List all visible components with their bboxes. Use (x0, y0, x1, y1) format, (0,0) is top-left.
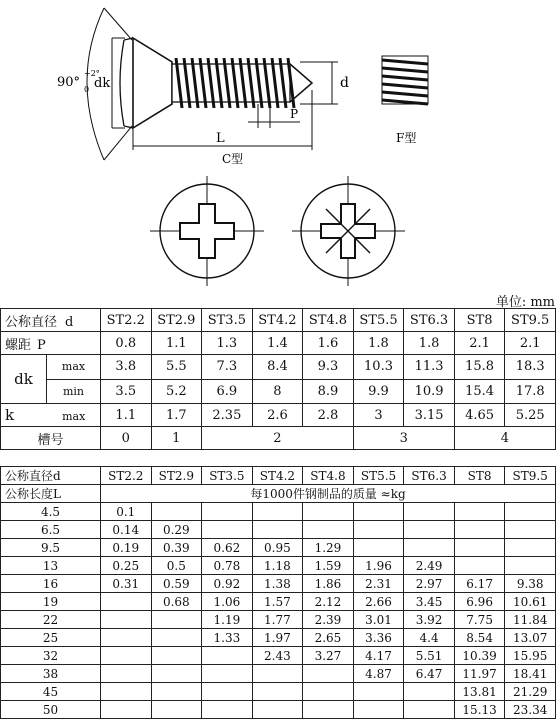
mass-value (404, 521, 455, 539)
mass-value: 11.97 (454, 665, 505, 683)
size-header-cell (1, 309, 101, 332)
mass-value (252, 521, 303, 539)
mass-value (454, 503, 505, 521)
mass-value: 0.92 (202, 575, 253, 593)
pitch-symbol: P (37, 337, 46, 353)
mass-value (252, 665, 303, 683)
mass-value (151, 683, 202, 701)
size-header: ST3.5 (202, 309, 253, 332)
mass-value: 0.62 (202, 539, 253, 557)
mass-value: 2.31 (353, 575, 404, 593)
mass-value: 15.95 (505, 647, 556, 665)
mass-value: 6.96 (454, 593, 505, 611)
size-header: ST4.8 (303, 467, 354, 485)
mass-row (1, 503, 556, 521)
mass-value: 1.77 (252, 611, 303, 629)
mass-value: 1.59 (303, 557, 354, 575)
k-row (1, 404, 556, 427)
mass-value: 15.13 (454, 701, 505, 719)
mass-value (202, 647, 253, 665)
k-max-value: 2.6 (252, 404, 303, 427)
dk-min-value: 10.9 (404, 379, 455, 404)
length-header-row (1, 485, 556, 503)
mass-value (202, 683, 253, 701)
mass-row (1, 683, 556, 701)
mass-value: 3.45 (404, 593, 455, 611)
dk-max-value: 11.3 (404, 355, 455, 380)
k-max-value: 2.8 (303, 404, 354, 427)
mass-value: 2.12 (303, 593, 354, 611)
mass-value (353, 503, 404, 521)
mass-value: 0.39 (151, 539, 202, 557)
k-max-label: max (62, 410, 86, 423)
mass-value: 1.86 (303, 575, 354, 593)
mass-value (353, 521, 404, 539)
k-max-value: 4.65 (454, 404, 505, 427)
mass-value (404, 683, 455, 701)
k-max-value: 1.7 (151, 404, 202, 427)
mass-value: 4.4 (404, 629, 455, 647)
mass-value (303, 521, 354, 539)
mass-value: 2.43 (252, 647, 303, 665)
pitch-label: 螺距 (5, 337, 32, 353)
mass-value (101, 593, 152, 611)
mass-value: 2.97 (404, 575, 455, 593)
slot-number: 2 (202, 427, 354, 450)
mass-value: 10.61 (505, 593, 556, 611)
mass-value (101, 665, 152, 683)
mass-value (505, 539, 556, 557)
mass-value: 0.59 (151, 575, 202, 593)
mass-value: 10.39 (454, 647, 505, 665)
pitch-value: 2.1 (505, 332, 556, 355)
pitch-value: 0.8 (101, 332, 152, 355)
mass-value: 2.66 (353, 593, 404, 611)
pitch-row (1, 332, 556, 355)
mass-row (1, 647, 556, 665)
size-header: ST2.9 (151, 467, 202, 485)
length-value: 16 (1, 575, 101, 593)
dk-label: dk (94, 76, 111, 91)
mass-value (454, 557, 505, 575)
mass-value (252, 683, 303, 701)
mass-value (101, 683, 152, 701)
mass-value (404, 503, 455, 521)
dk-max-value: 18.3 (505, 355, 556, 380)
dk-max-value: 7.3 (202, 355, 253, 380)
pitch-value: 1.8 (353, 332, 404, 355)
mass-value (151, 503, 202, 521)
dimension-table (0, 308, 556, 450)
length-value: 4.5 (1, 503, 101, 521)
mass-value: 1.19 (202, 611, 253, 629)
mass-value: 6.47 (404, 665, 455, 683)
pitch-value: 1.3 (202, 332, 253, 355)
mass-value: 0.29 (151, 521, 202, 539)
pitch-value: 1.6 (303, 332, 354, 355)
size-header: ST4.2 (252, 309, 303, 332)
pitch-value: 1.4 (252, 332, 303, 355)
mass-value (303, 503, 354, 521)
f-type-label: F型 (396, 131, 417, 145)
size-header: ST9.5 (505, 467, 556, 485)
mass-value (505, 557, 556, 575)
mass-value: 21.29 (505, 683, 556, 701)
mass-value (404, 701, 455, 719)
mass-header-label: 每1000件钢制品的质量 ≈kg (101, 485, 556, 503)
dk-max-row (1, 355, 556, 380)
mass-value: 23.34 (505, 701, 556, 719)
mass-value (454, 539, 505, 557)
slot-number: 0 (101, 427, 152, 450)
dk-max-value: 15.8 (454, 355, 505, 380)
angle-tolerance-plus: +2° (84, 69, 100, 78)
mass-value: 13.07 (505, 629, 556, 647)
mass-value: 13.81 (454, 683, 505, 701)
mass-value (151, 665, 202, 683)
mass-value (353, 683, 404, 701)
size-header: ST4.8 (303, 309, 354, 332)
mass-row (1, 611, 556, 629)
d-label: d (340, 75, 349, 91)
mass-value: 3.27 (303, 647, 354, 665)
mass-value (252, 503, 303, 521)
mass-value (151, 629, 202, 647)
length-value: 6.5 (1, 521, 101, 539)
size-header: ST5.5 (353, 467, 404, 485)
mass-value: 1.57 (252, 593, 303, 611)
mass-value (454, 521, 505, 539)
size-header: ST8 (454, 309, 505, 332)
size-header: ST8 (454, 467, 505, 485)
mass-value: 4.87 (353, 665, 404, 683)
mass-value: 11.84 (505, 611, 556, 629)
length-value: 22 (1, 611, 101, 629)
size-header: ST2.9 (151, 309, 202, 332)
header-label: 公称直径 (5, 314, 58, 330)
mass-value (252, 701, 303, 719)
slot-number: 4 (454, 427, 555, 450)
dk-min-value: 6.9 (202, 379, 253, 404)
dk-min-value: 8.9 (303, 379, 354, 404)
mass-value (151, 611, 202, 629)
dk-max-value: 5.5 (151, 355, 202, 380)
mass-value: 1.96 (353, 557, 404, 575)
head-view-pozi-cross (292, 176, 405, 286)
length-value: 50 (1, 701, 101, 719)
mass-value (151, 701, 202, 719)
mass-value (101, 611, 152, 629)
mass-value (303, 701, 354, 719)
mass-row (1, 521, 556, 539)
dk-max-value: 10.3 (353, 355, 404, 380)
slot-number: 1 (151, 427, 202, 450)
k-header-cell (1, 404, 101, 427)
mass-value: 7.75 (454, 611, 505, 629)
c-type-label: C型 (222, 152, 244, 166)
mass-value: 2.49 (404, 557, 455, 575)
mass-value (101, 701, 152, 719)
dk-min-value: 5.2 (151, 379, 202, 404)
mass-row (1, 665, 556, 683)
mass-row (1, 575, 556, 593)
k-max-value: 1.1 (101, 404, 152, 427)
mass-value: 1.97 (252, 629, 303, 647)
mass-value: 18.41 (505, 665, 556, 683)
size-header: ST6.3 (404, 309, 455, 332)
mass-value: 6.17 (454, 575, 505, 593)
dk-max-label: max (47, 355, 100, 380)
length-value: 25 (1, 629, 101, 647)
angle-tolerance-minus: 0 (84, 85, 90, 94)
size-header-label: 公称直径d (1, 467, 101, 485)
dk-min-value: 17.8 (505, 379, 556, 404)
dk-min-value: 3.5 (101, 379, 152, 404)
mass-value: 3.36 (353, 629, 404, 647)
length-value: 32 (1, 647, 101, 665)
mass-value (505, 503, 556, 521)
length-value: 45 (1, 683, 101, 701)
k-max-value: 3 (353, 404, 404, 427)
slot-number: 3 (353, 427, 454, 450)
dk-min-value: 9.9 (353, 379, 404, 404)
size-header: ST2.2 (101, 467, 152, 485)
mass-value (202, 503, 253, 521)
dk-min-value: 15.4 (454, 379, 505, 404)
mass-value (505, 521, 556, 539)
mass-row (1, 629, 556, 647)
mass-row (1, 593, 556, 611)
slot-label: 槽号 (1, 427, 101, 450)
size-header-row (1, 309, 556, 332)
mass-value (202, 665, 253, 683)
mass-value: 2.65 (303, 629, 354, 647)
dk-max-value: 8.4 (252, 355, 303, 380)
mass-row (1, 539, 556, 557)
mass-value: 0.95 (252, 539, 303, 557)
length-value: 13 (1, 557, 101, 575)
mass-row (1, 557, 556, 575)
l-label: L (216, 131, 225, 146)
mass-value: 3.01 (353, 611, 404, 629)
mass-value: 0.68 (151, 593, 202, 611)
mass-value: 0.31 (101, 575, 152, 593)
k-max-value: 2.35 (202, 404, 253, 427)
angle-label: 90° (57, 75, 81, 90)
mass-value (202, 701, 253, 719)
pitch-value: 1.1 (151, 332, 202, 355)
k-label: k (5, 406, 15, 424)
pitch-header-cell (1, 332, 101, 355)
mass-value: 0.25 (101, 557, 152, 575)
mass-value (151, 647, 202, 665)
mass-value (101, 629, 152, 647)
mass-value (303, 665, 354, 683)
mass-value (101, 647, 152, 665)
k-max-value: 5.25 (505, 404, 556, 427)
dk-min-value: 8 (252, 379, 303, 404)
length-value: 9.5 (1, 539, 101, 557)
dk-header-cell (1, 355, 101, 404)
mass-value: 0.19 (101, 539, 152, 557)
length-value: 19 (1, 593, 101, 611)
mass-value: 0.14 (101, 521, 152, 539)
mass-value: 0.1 (101, 503, 152, 521)
mass-value: 1.33 (202, 629, 253, 647)
head-view-slot-cross (150, 176, 264, 286)
size-header: ST4.2 (252, 467, 303, 485)
slot-row (1, 427, 556, 450)
mass-value: 0.78 (202, 557, 253, 575)
mass-value: 2.39 (303, 611, 354, 629)
dk-row-label: dk (1, 355, 47, 403)
mass-value: 9.38 (505, 575, 556, 593)
mass-value: 1.29 (303, 539, 354, 557)
screw-head (133, 38, 172, 128)
k-max-value: 3.15 (404, 404, 455, 427)
size-header: ST6.3 (404, 467, 455, 485)
length-header-label: 公称长度L (1, 485, 101, 503)
mass-table (0, 466, 556, 719)
size-header: ST3.5 (202, 467, 253, 485)
size-header-row (1, 467, 556, 485)
header-symbol: d (65, 314, 74, 330)
size-header: ST2.2 (101, 309, 152, 332)
mass-value (404, 539, 455, 557)
pitch-value: 1.8 (404, 332, 455, 355)
mass-row (1, 701, 556, 719)
mass-value: 5.51 (404, 647, 455, 665)
mass-value: 4.17 (353, 647, 404, 665)
length-value: 38 (1, 665, 101, 683)
mass-value: 0.5 (151, 557, 202, 575)
p-label: P (290, 107, 299, 121)
mass-value (353, 539, 404, 557)
size-header: ST9.5 (505, 309, 556, 332)
mass-value: 1.06 (202, 593, 253, 611)
mass-value (202, 521, 253, 539)
mass-value: 3.92 (404, 611, 455, 629)
mass-value (353, 701, 404, 719)
dk-max-value: 3.8 (101, 355, 152, 380)
screw-technical-drawing (0, 0, 560, 290)
mass-value (303, 683, 354, 701)
dk-min-label: min (62, 384, 85, 398)
pitch-value: 2.1 (454, 332, 505, 355)
size-header: ST5.5 (353, 309, 404, 332)
mass-value: 1.38 (252, 575, 303, 593)
mass-value: 1.18 (252, 557, 303, 575)
dk-max-value: 9.3 (303, 355, 354, 380)
mass-value: 8.54 (454, 629, 505, 647)
unit-label: 单位: mm (495, 295, 555, 310)
